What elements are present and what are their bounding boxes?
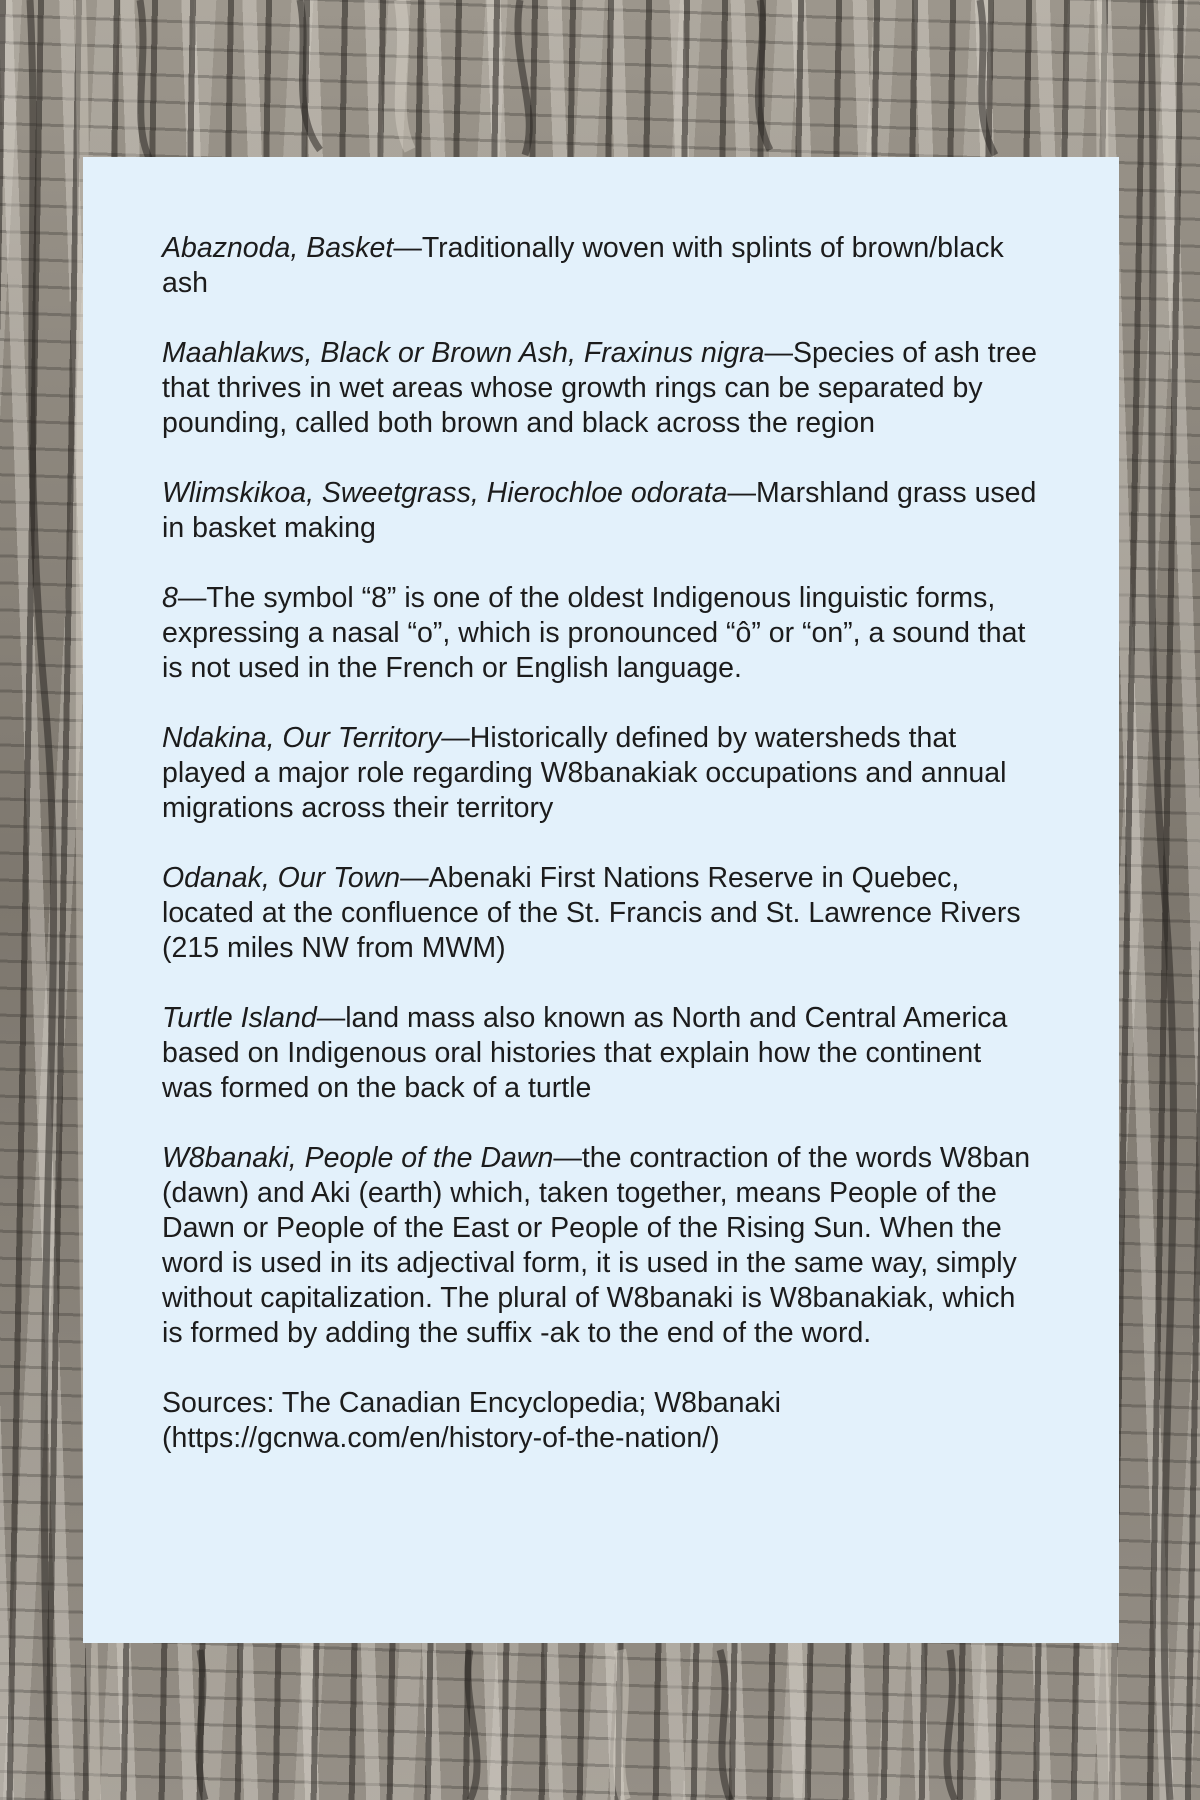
glossary-entry-odanak (162, 861, 1039, 966)
glossary-definition: —Traditionally woven with splints of brown/black ash (162, 232, 1004, 299)
glossary-term: Ndakina, Our Territory (162, 722, 442, 754)
glossary-term: Wlimskikoa, Sweetgrass, Hierochloe odorata (162, 477, 728, 509)
glossary-term: Maahlakws, Black or Brown Ash, Fraxinus nigra (162, 337, 765, 369)
glossary-definition: —Abenaki First Nations Reserve in Quebec, located at the confluence of the St. Francis and St. Lawrence Rivers (215 miles NW from MWM) (162, 862, 1021, 964)
glossary-entry-turtle-island (162, 1001, 1039, 1106)
glossary-entry-maahlakws (162, 336, 1039, 441)
glossary-term: W8banaki, People of the Dawn (162, 1142, 554, 1174)
glossary-term: Odanak, Our Town (162, 862, 401, 894)
glossary-definition: —the contraction of the words W8ban (dawn) and Aki (earth) which, taken together, means People of the Dawn or People of the East or People of the Rising Sun. When the word is used in its adjectival form, it is used in the same way, simply without capitalization. The plural of W8banaki is W8banakiak, which is formed by adding the suffix -ak to the end of the word. (162, 1142, 1031, 1349)
sources-note: Sources: The Canadian Encyclopedia; W8banaki (https://gcnwa.com/en/history-of-the-nation/) (162, 1387, 781, 1454)
glossary-term: Abaznoda, Basket (162, 232, 394, 264)
glossary-entry-wlimskikoa (162, 476, 1039, 546)
glossary-term: Turtle Island (162, 1002, 317, 1034)
glossary-entry-ndakina (162, 721, 1039, 826)
glossary-term: 8 (162, 582, 178, 614)
glossary-panel (83, 157, 1119, 1643)
glossary-definition: —Species of ash tree that thrives in wet areas whose growth rings can be separated by pounding, called both brown and black across the region (162, 337, 1037, 439)
glossary-definition: —Marshland grass used in basket making (162, 477, 1037, 544)
glossary-entry-abaznoda (162, 231, 1039, 301)
glossary-definition: —The symbol “8” is one of the oldest Indigenous linguistic forms, expressing a nasal “o”, which is pronounced “ô” or “on”, a sound that is not used in the French or English language. (162, 582, 1026, 684)
glossary-definition: —land mass also known as North and Central America based on Indigenous oral histories that explain how the continent was formed on the back of a turtle (162, 1002, 1008, 1104)
glossary-definition: —Historically defined by watersheds that played a major role regarding W8banakiak occupations and annual migrations across their territory (162, 722, 1007, 824)
glossary-entry-8-symbol (162, 581, 1039, 686)
glossary-entry-w8banaki (162, 1141, 1039, 1351)
